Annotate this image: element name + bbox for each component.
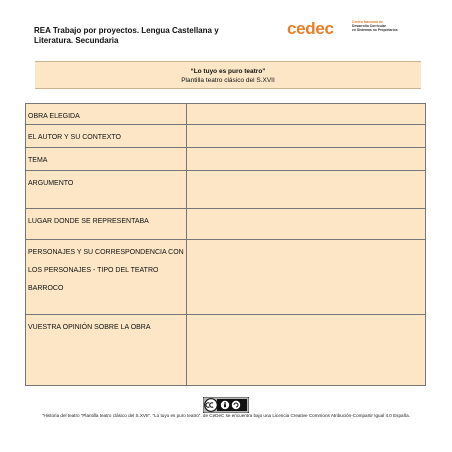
- row-label: LUGAR DONDE SE REPRESENTABA: [26, 209, 187, 240]
- banner-subtitle: Plantilla teatro clásico del S.XVII: [181, 77, 275, 84]
- answer-cell[interactable]: [187, 240, 426, 315]
- document-title: REA Trabajo por proyectos. Lengua Castellana y Literatura. Secundaria: [34, 26, 219, 45]
- answer-cell[interactable]: [187, 104, 426, 125]
- banner-title: “Lo tuyo es puro teatro”: [190, 68, 266, 75]
- row-label: EL AUTOR Y SU CONTEXTO: [26, 125, 187, 148]
- row-label: VUESTRA OPINIÓN SOBRE LA OBRA: [26, 315, 187, 386]
- logo-line: Centro Nacional de: [352, 20, 383, 24]
- logo-line: Desarrollo Curricular: [352, 24, 386, 29]
- table-row: [26, 104, 426, 125]
- template-banner: [35, 61, 421, 89]
- row-label: ARGUMENTO: [26, 171, 187, 209]
- answer-cell[interactable]: [187, 125, 426, 148]
- license-notice: “Historia del teatro “Plantilla teatro clásico del S.XVII”. “Lo tuyo es puro teatro”. de CeDeC se encuentra bajo una Licencia Creative Commons Atribución-Compartir Igual 4.0 España.: [42, 413, 410, 418]
- answer-cell[interactable]: [187, 315, 426, 386]
- table-row: [26, 125, 426, 148]
- row-label: TEMA: [26, 148, 187, 171]
- row-label: OBRA ELEGIDA: [26, 104, 187, 125]
- logo-caption: [352, 20, 398, 33]
- answer-cell[interactable]: [187, 148, 426, 171]
- answer-cell[interactable]: [187, 171, 426, 209]
- table-row: [26, 240, 426, 315]
- row-label: PERSONAJES Y SU CORRESPONDENCIA CON LOS PERSONAJES - TIPO DEL TEATRO BARROCO: [26, 240, 187, 315]
- logo-line: en Sistemas no Propietarios: [352, 28, 398, 33]
- logo-wordmark: cedec: [287, 19, 334, 38]
- table-row: [26, 171, 426, 209]
- table-row: [26, 209, 426, 240]
- answer-cell[interactable]: [187, 209, 426, 240]
- table-row: [26, 148, 426, 171]
- cedec-logo: [287, 18, 427, 44]
- table-row: [26, 315, 426, 386]
- template-table: [25, 103, 426, 386]
